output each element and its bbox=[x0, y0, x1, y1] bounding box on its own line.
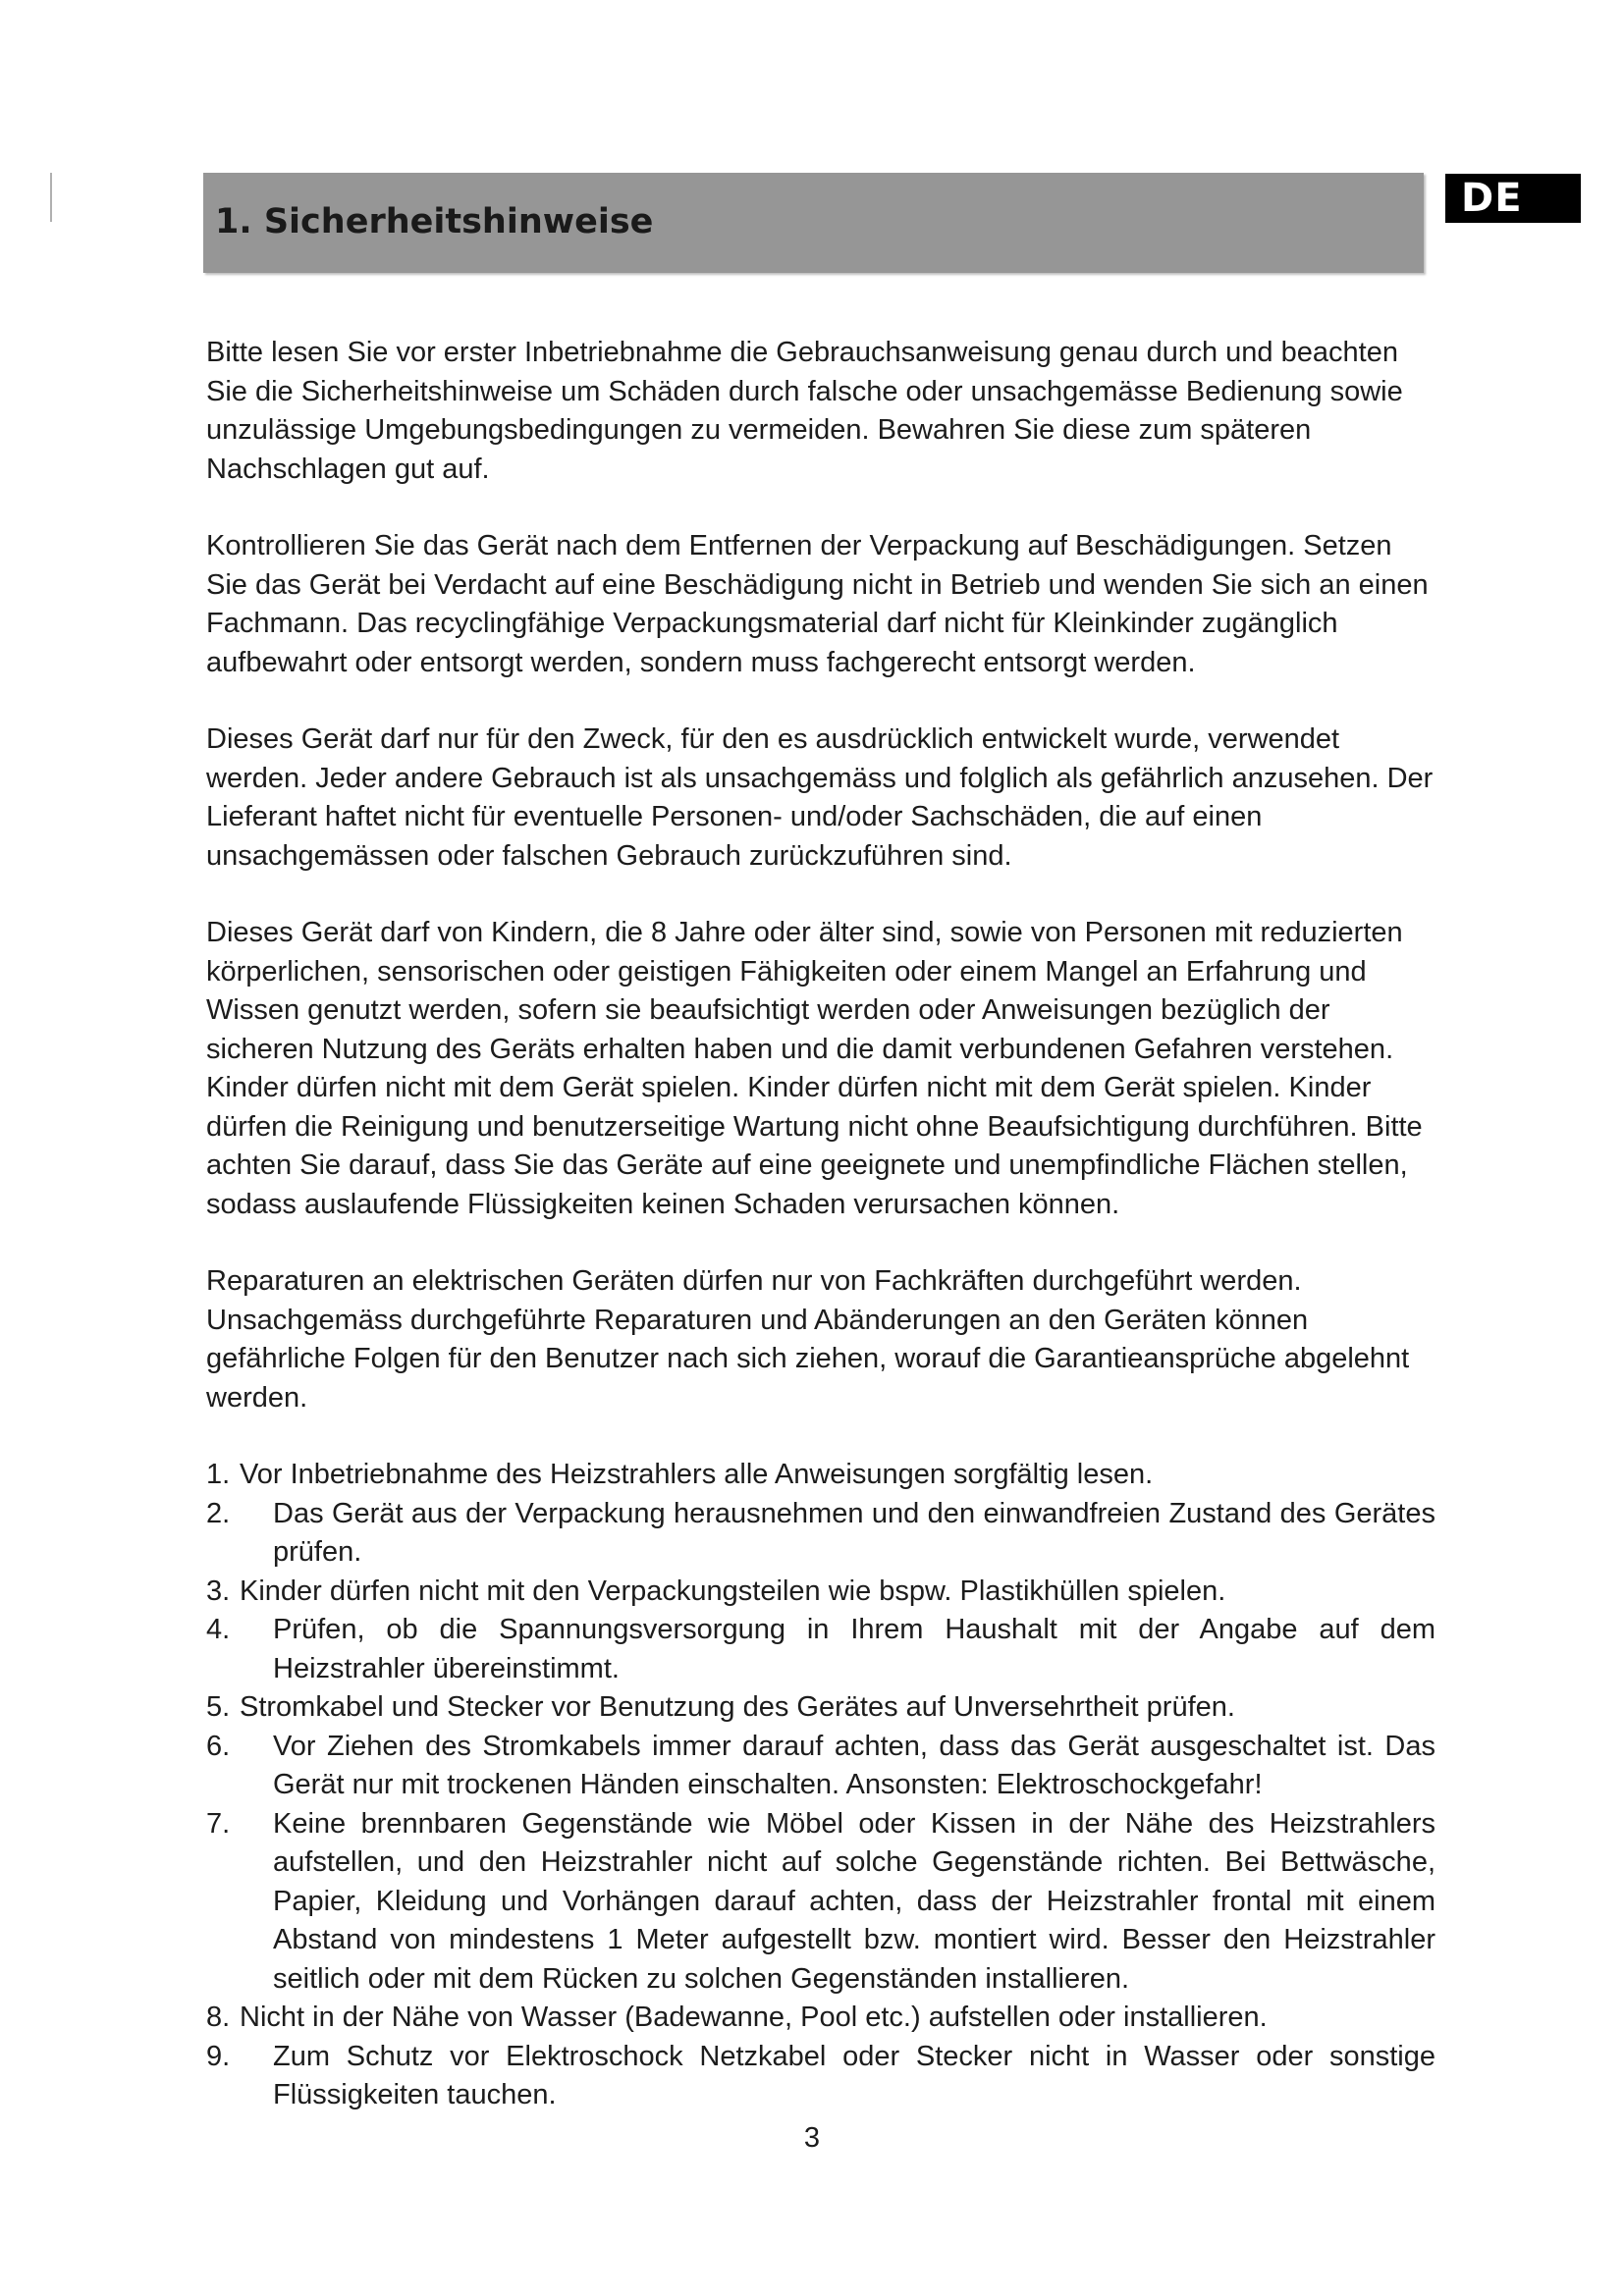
paragraph-children-usage: Dieses Gerät darf von Kindern, die 8 Jahre oder älter sind, sowie von Personen mit reduzierten körperlichen, sensorischen oder geistigen Fähigkeiten oder einem Mangel an Erfahrung und Wissen genutzt werden, sofern sie beaufsichtigt werden oder Anweisungen bezüglich der sicheren Nutzung des Geräts erhalten haben und die damit verbundenen Gefahren verstehen. Kinder dürfen nicht mit dem Gerät spielen. Kinder dürfen nicht mit dem Gerät spielen. Kinder dürfen die Reinigung und benutzerseitige Wartung nicht ohne Beaufsichtigung durchführen. Bitte achten Sie darauf, dass Sie das Geräte auf eine geeignete und unempfindliche Flächen stellen, sodass auslaufende Flüssigkeiten keinen Schaden verursachen können. bbox=[206, 917, 1423, 1220]
list-item bbox=[206, 2038, 1435, 2115]
document-body bbox=[206, 334, 1435, 2115]
list-item bbox=[206, 1999, 1435, 2038]
list-item-text: Vor Inbetriebnahme des Heizstrahlers alle Anweisungen sorgfältig lesen. bbox=[240, 1459, 1154, 1490]
safety-rules-list bbox=[206, 1456, 1435, 2115]
list-item bbox=[206, 1611, 1435, 1688]
section-title: 1. Sicherheitshinweise bbox=[215, 202, 654, 241]
list-item-text: Zum Schutz vor Elektroschock Netzkabel oder Stecker nicht in Wasser oder sonstige Flüssigkeiten tauchen. bbox=[273, 2040, 1435, 2110]
list-item-text: Keine brennbaren Gegenstände wie Möbel oder Kissen in der Nähe des Heizstrahlers aufstellen, und den Heizstrahler nicht auf solche Gegenstände richten. Bei Bettwäsche, Papier, Kleidung und Vorhängen darauf achten, dass der Heizstrahler frontal mit einem Abstand von mindestens 1 Meter aufgestellt bzw. montiert wird. Besser den Heizstrahler seitlich oder mit dem Rücken zu solchen Gegenständen installieren. bbox=[273, 1807, 1435, 1995]
list-item-number: 2. bbox=[206, 1497, 231, 1529]
list-item-text: Stromkabel und Stecker vor Benutzung des Gerätes auf Unversehrtheit prüfen. bbox=[240, 1691, 1235, 1723]
paragraph-reading-instructions: Bitte lesen Sie vor erster Inbetriebnahme die Gebrauchsanweisung genau durch und beachten Sie die Sicherheitshinweise um Schäden durch falsche oder unsachgemässe Bedienung sowie unzulässige Umgebungsbedingungen zu vermeiden. Bewahren Sie diese zum späteren Nachschlagen gut auf. bbox=[206, 337, 1403, 485]
list-item bbox=[206, 1728, 1435, 1805]
list-item-number: 3. bbox=[206, 1575, 231, 1607]
list-item bbox=[206, 1495, 1435, 1573]
list-item-text: Vor Ziehen des Stromkabels immer darauf achten, dass das Gerät ausgeschaltet ist. Das Gerät nur mit trockenen Händen einschalten. Ansonsten: Elektroschockgefahr! bbox=[273, 1730, 1435, 1800]
list-item bbox=[206, 1573, 1435, 1612]
list-item-text: Prüfen, ob die Spannungsversorgung in Ihrem Haushalt mit der Angabe auf dem Heizstrahler übereinstimmt. bbox=[273, 1614, 1435, 1684]
paragraph-intended-use: Dieses Gerät darf nur für den Zweck, für den es ausdrücklich entwickelt wurde, verwendet werden. Jeder andere Gebrauch ist als unsachgemäss und folglich als gefährlich anzusehen. Der Lieferant haftet nicht für eventuelle Personen- und/oder Sachschäden, die auf einen unsachgemässen oder falschen Gebrauch zurückzuführen sind. bbox=[206, 723, 1434, 872]
list-item-number: 1. bbox=[206, 1459, 231, 1490]
list-item-number: 7. bbox=[206, 1807, 231, 1840]
list-item bbox=[206, 1805, 1435, 2000]
list-item-number: 5. bbox=[206, 1691, 231, 1723]
list-item-number: 8. bbox=[206, 2002, 231, 2033]
paragraph-inspection: Kontrollieren Sie das Gerät nach dem Entfernen der Verpackung auf Beschädigungen. Setzen Sie das Gerät bei Verdacht auf eine Beschädigung nicht in Betrieb und wenden Sie sich an einen Fachmann. Das recyclingfähige Verpackungsmaterial darf nicht für Kleinkinder zugänglich aufbewahrt oder entsorgt werden, sondern muss fachgerecht entsorgt werden. bbox=[206, 530, 1429, 678]
section-header bbox=[203, 173, 1424, 273]
page-number: 3 bbox=[803, 2122, 821, 2154]
margin-mark bbox=[50, 173, 52, 222]
list-item bbox=[206, 1688, 1435, 1728]
paragraph-repairs: Reparaturen an elektrischen Geräten dürfen nur von Fachkräften durchgeführt werden. Unsachgemäss durchgeführte Reparaturen und Abänderungen an den Geräten können gefährliche Folgen für den Benutzer nach sich ziehen, worauf die Garantieansprüche abgelehnt werden. bbox=[206, 1265, 1410, 1414]
list-item-text: Das Gerät aus der Verpackung herausnehmen und den einwandfreien Zustand des Gerätes prüfen. bbox=[273, 1497, 1435, 1568]
list-item-number: 4. bbox=[206, 1614, 231, 1645]
list-item-number: 6. bbox=[206, 1730, 231, 1762]
list-item-text: Kinder dürfen nicht mit den Verpackungsteilen wie bspw. Plastikhüllen spielen. bbox=[240, 1575, 1226, 1607]
list-item bbox=[206, 1456, 1435, 1495]
list-item-number: 9. bbox=[206, 2040, 231, 2072]
list-item-text: Nicht in der Nähe von Wasser (Badewanne, Pool etc.) aufstellen oder installieren. bbox=[240, 2002, 1268, 2033]
language-tab: DE bbox=[1445, 174, 1581, 223]
